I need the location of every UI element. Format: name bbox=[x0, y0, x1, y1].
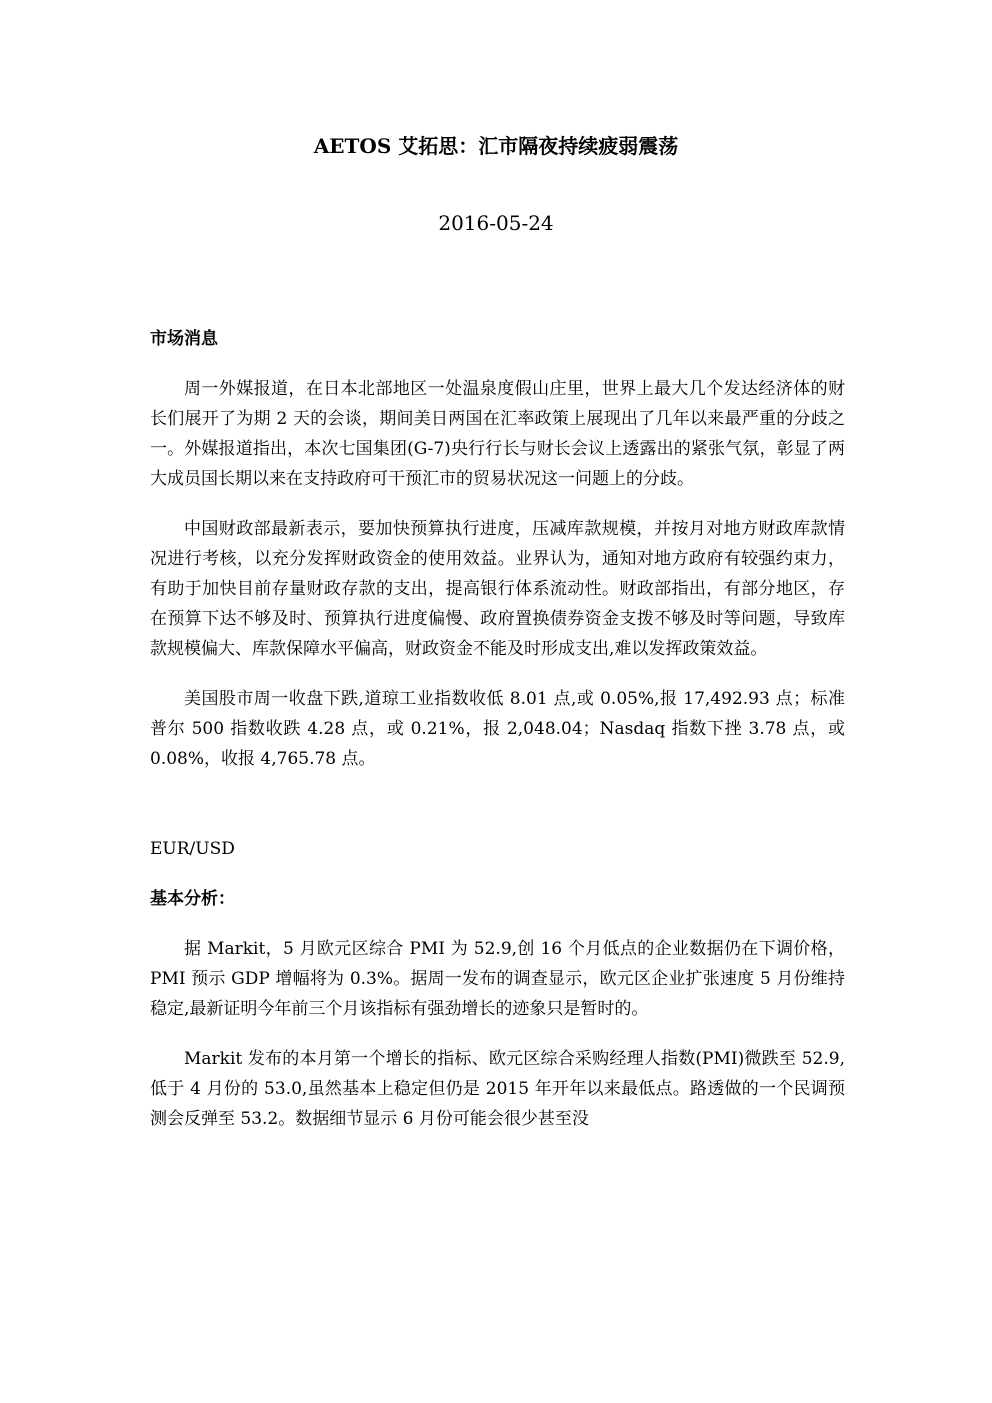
document-body bbox=[150, 324, 845, 1134]
document-title: AETOS 艾拓思：汇市隔夜持续疲弱震荡 bbox=[313, 134, 679, 158]
fundamental-analysis-paragraph: 据 Markit，5 月欧元区综合 PMI 为 52.9,创 16 个月低点的企业数据仍在下调价格，PMI 预示 GDP 增幅将为 0.3%。据周一发布的调查显示，欧元区企业扩张速度 5 月份维持稳定,最新证明今年前三个月该指标有强劲增长的迹象只是暂时的。 bbox=[150, 939, 845, 1019]
currency-pair-label: EUR/USD bbox=[150, 839, 235, 859]
market-news-heading: 市场消息 bbox=[150, 329, 218, 349]
document-date: 2016-05-24 bbox=[438, 211, 554, 235]
market-news-paragraph: 周一外媒报道，在日本北部地区一处温泉度假山庄里，世界上最大几个发达经济体的财长们展开了为期 2 天的会谈，期间美日两国在汇率政策上展现出了几年以来最严重的分歧之一。外媒报道指出，本次七国集团(G-7)央行行长与财长会议上透露出的紧张气氛，彰显了两大成员国长期以来在支持政府可干预汇市的贸易状况这一问题上的分歧。 bbox=[150, 379, 845, 489]
market-news-paragraph: 中国财政部最新表示，要加快预算执行进度，压减库款规模，并按月对地方财政库款情况进行考核，以充分发挥财政资金的使用效益。业界认为，通知对地方政府有较强约束力，有助于加快目前存量财政存款的支出，提高银行体系流动性。财政部指出，有部分地区，存在预算下达不够及时、预算执行进度偏慢、政府置换债券资金支拨不够及时等问题，导致库款规模偏大、库款保障水平偏高，财政资金不能及时形成支出,难以发挥政策效益。 bbox=[150, 519, 845, 659]
fundamental-analysis-heading: 基本分析： bbox=[150, 889, 235, 909]
market-news-paragraph: 美国股市周一收盘下跌,道琼工业指数收低 8.01 点,或 0.05%,报 17,492.93 点；标准普尔 500 指数收跌 4.28 点，或 0.21%，报 2,048.04；Nasdaq 指数下挫 3.78 点，或 0.08%，收报 4,765.78 点。 bbox=[150, 689, 845, 769]
fundamental-analysis-paragraph: Markit 发布的本月第一个增长的指标、欧元区综合采购经理人指数(PMI)微跌至 52.9,低于 4 月份的 53.0,虽然基本上稳定但仍是 2015 年开年以来最低点。路透做的一个民调预测会反弹至 53.2。数据细节显示 6 月份可能会很少甚至没 bbox=[150, 1049, 845, 1129]
